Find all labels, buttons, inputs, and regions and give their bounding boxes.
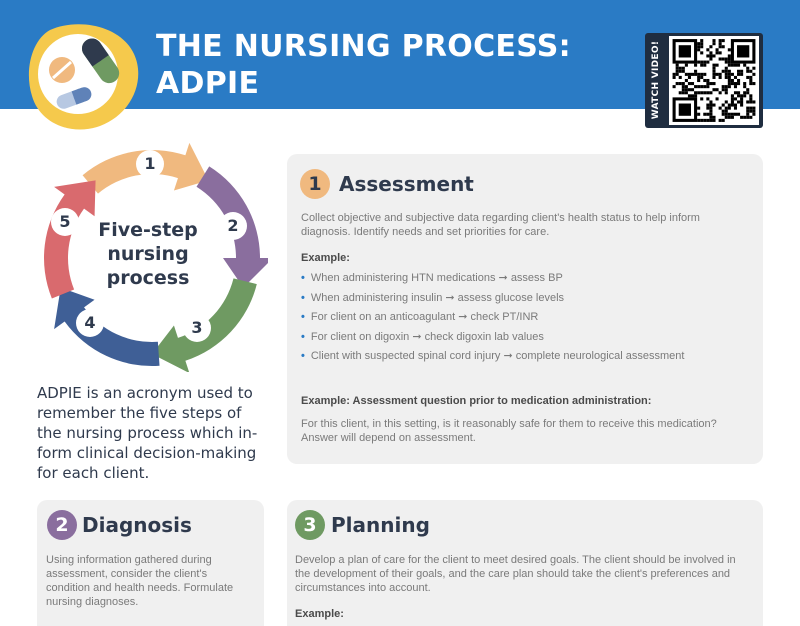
cycle-step-4: 4 bbox=[76, 309, 104, 337]
watch-video-label: WATCH VIDEO! bbox=[651, 40, 661, 120]
list-item bbox=[301, 308, 684, 328]
title-line-2: ADPIE bbox=[156, 66, 260, 101]
list-item-text: Client with suspected spinal cord injury ➞ complete neurological assessment bbox=[310, 350, 685, 362]
pills-icon bbox=[28, 22, 140, 132]
diagnosis-header bbox=[47, 509, 192, 541]
diagnosis-number-badge: 2 bbox=[47, 510, 77, 540]
cycle-step-3: 3 bbox=[183, 314, 211, 342]
bullet-icon: • bbox=[301, 272, 305, 284]
cycle-step-2: 2 bbox=[219, 212, 247, 240]
list-item-text: For client on digoxin ➞ check digoxin lab values bbox=[310, 330, 544, 343]
list-item bbox=[301, 347, 684, 367]
planning-card bbox=[287, 500, 763, 626]
planning-title: Planning bbox=[331, 513, 430, 537]
list-item bbox=[301, 269, 684, 289]
diagnosis-title: Diagnosis bbox=[82, 513, 192, 537]
diagnosis-description: Using information gathered during assessment, consider the client's condition and health needs. Formulate nursing diagnoses. bbox=[46, 554, 234, 608]
cycle-center-line-1: Five-step bbox=[98, 219, 198, 241]
assessment-example-label: Example: bbox=[301, 252, 350, 264]
watch-video-qr[interactable] bbox=[645, 33, 763, 128]
planning-example-label: Example: bbox=[295, 608, 344, 620]
bullet-icon: • bbox=[301, 350, 305, 362]
list-item bbox=[301, 328, 684, 348]
assessment-card bbox=[287, 154, 763, 464]
planning-description: Develop a plan of care for the client to meet desired goals. The client should be involved in the development of their goals, and the care plan should take the client's preferences and circumstances into account. bbox=[295, 554, 736, 594]
list-item-text: When administering HTN medications ➞ assess BP bbox=[310, 272, 563, 284]
bullet-icon: • bbox=[301, 311, 305, 323]
cycle-center-line-3: process bbox=[106, 267, 190, 289]
cycle-step-5: 5 bbox=[51, 208, 79, 236]
cycle-step-1: 1 bbox=[136, 150, 164, 178]
list-item-text: When administering insulin ➞ assess glucose levels bbox=[310, 291, 565, 304]
bullet-icon: • bbox=[301, 330, 305, 343]
intro-text: ADPIE is an acronym used to remember the five steps of the nursing process which in-form clinical decision-making for each client. bbox=[37, 384, 258, 482]
bullet-icon: • bbox=[301, 291, 305, 304]
assessment-example-list bbox=[301, 269, 684, 367]
list-item-text: For client on an anticoagulant ➞ check PT/INR bbox=[310, 311, 539, 323]
cycle-center-line-2: nursing bbox=[107, 243, 189, 265]
cycle-center-label bbox=[96, 218, 200, 290]
assessment-number-badge: 1 bbox=[300, 169, 330, 199]
list-item bbox=[301, 289, 684, 309]
planning-number-badge: 3 bbox=[295, 510, 325, 540]
cycle-arrow-4 bbox=[54, 288, 159, 366]
page-title bbox=[156, 28, 571, 102]
assessment-question-text: For this client, in this setting, is it reasonably safe for them to receive this medication? Answer will depend on assessment. bbox=[301, 418, 717, 444]
cycle-arrow-5 bbox=[44, 180, 96, 298]
planning-header bbox=[295, 509, 430, 541]
diagnosis-card bbox=[37, 500, 264, 626]
title-line-1: THE NURSING PROCESS: bbox=[156, 29, 571, 64]
assessment-description: Collect objective and subjective data regarding client's health status to help inform diagnosis. Identify needs and set priorities for care. bbox=[301, 212, 700, 238]
watch-video-label-box bbox=[645, 33, 667, 128]
assessment-header bbox=[300, 168, 474, 200]
assessment-question-label: Example: Assessment question prior to medication administration: bbox=[301, 395, 652, 407]
assessment-title: Assessment bbox=[339, 172, 474, 196]
qr-code-icon[interactable] bbox=[669, 36, 759, 125]
